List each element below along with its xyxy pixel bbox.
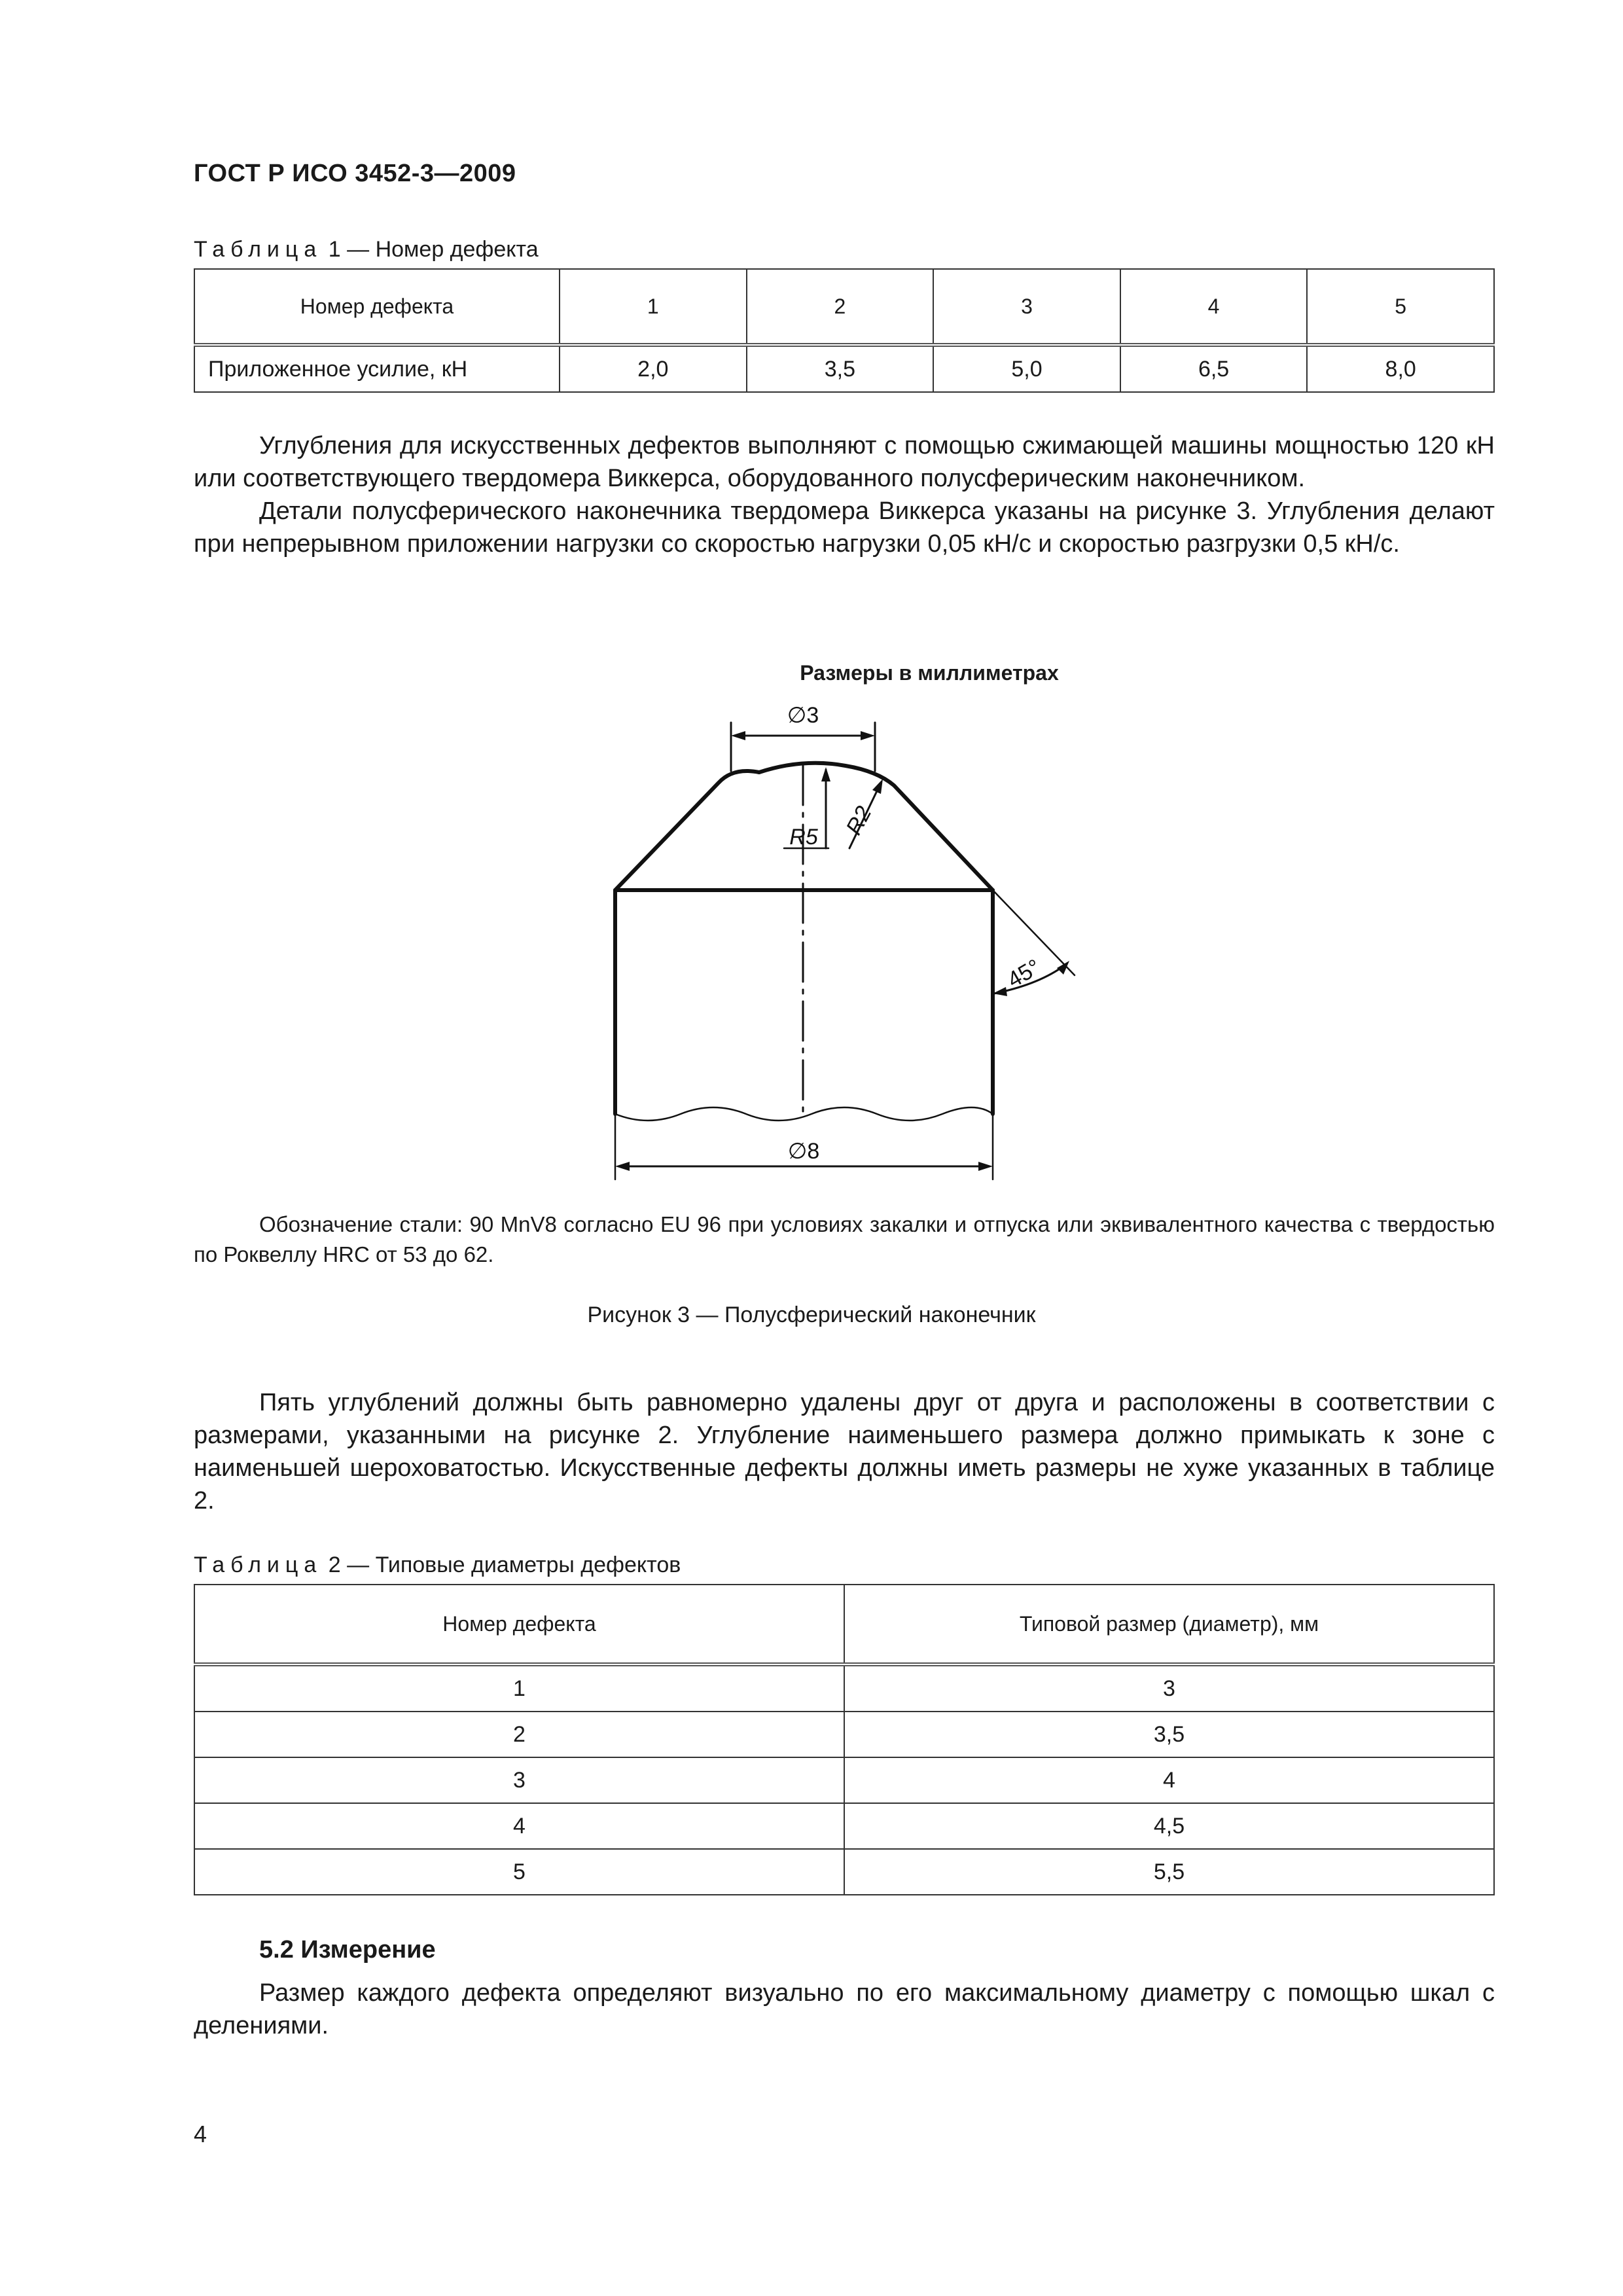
bottom-diameter-label: ∅8 — [787, 1139, 820, 1164]
table-cell: 6,5 — [1120, 345, 1308, 392]
figure-caption: Рисунок 3 — Полусферический наконечник — [587, 1302, 1036, 1327]
table1-caption-title: 1 — Номер дефекта — [328, 237, 539, 262]
paragraph: Углубления для искусственных дефектов выполняют с помощью сжимающей машины мощностью 120 кН или соответствующего твердомера Виккерса, оборудованного полусферическим наконечником. — [194, 432, 1495, 492]
angle-label: 45° — [1003, 954, 1045, 993]
table-cell: 1 — [194, 1664, 844, 1712]
table-cell: 2 — [194, 1712, 844, 1757]
table-cell: 4,5 — [844, 1803, 1494, 1849]
figure-note: Обозначение стали: 90 MnV8 согласно EU 96 при условиях закалки и отпуска или эквивалентного качества с твердостью по Роквеллу HRC от 53 до 62. — [194, 1212, 1495, 1266]
table-cell: 3 — [194, 1757, 844, 1803]
table-cell: 3,5 — [747, 345, 934, 392]
table2-caption-title: 2 — Типовые диаметры дефектов — [328, 1552, 681, 1577]
table-header-cell: 2 — [747, 269, 934, 345]
radius-r2-label: R2 — [841, 802, 877, 839]
section-heading: 5.2 Измерение — [259, 1936, 436, 1964]
body-text-middle — [194, 1386, 1495, 1517]
table-cell: 5,5 — [844, 1849, 1494, 1895]
table2-caption-word: Таблица — [194, 1552, 323, 1577]
table-header-cell: 3 — [933, 269, 1120, 345]
table-cell: 4 — [194, 1803, 844, 1849]
top-diameter-label: ∅3 — [787, 703, 819, 728]
defect-diameter-table — [194, 1584, 1495, 1895]
table-cell: 3 — [844, 1664, 1494, 1712]
table-row — [194, 1757, 1494, 1803]
table-row — [194, 1849, 1494, 1895]
table1-caption-word: Таблица — [194, 237, 323, 262]
table-cell: 2,0 — [560, 345, 747, 392]
section-text — [194, 1977, 1495, 2042]
table-row — [194, 1712, 1494, 1757]
table-cell: 8,0 — [1307, 345, 1494, 392]
table-cell: 4 — [844, 1757, 1494, 1803]
table-row — [194, 1803, 1494, 1849]
document-header: ГОСТ Р ИСО 3452-3—2009 — [194, 160, 516, 187]
table2-caption — [194, 1552, 681, 1578]
table-header-cell: Номер дефекта — [194, 269, 560, 345]
paragraph: Размер каждого дефекта определяют визуально по его максимальному диаметру с помощью шкал с делениями. — [194, 1979, 1495, 2039]
table-cell: 5,0 — [933, 345, 1120, 392]
table-row — [194, 1664, 1494, 1712]
table-cell: 5 — [194, 1849, 844, 1895]
table-header-cell: Типовой размер (диаметр), мм — [844, 1585, 1494, 1664]
paragraph: Пять углублений должны быть равномерно удалены друг от друга и расположены в соответствии с размерами, указанными на рисунке 2. Углубление наименьшего размера должно примыкать к зоне с наименьшей шероховатостью. Искусственные дефекты должны иметь размеры не хуже указанных в таблице 2. — [194, 1389, 1495, 1515]
table-row — [194, 1585, 1494, 1664]
figure-dimensions-note: Размеры в миллиметрах — [800, 661, 1059, 685]
table-cell: 3,5 — [844, 1712, 1494, 1757]
table-header-cell: 4 — [1120, 269, 1308, 345]
page-number: 4 — [194, 2121, 207, 2147]
table-header-cell: Номер дефекта — [194, 1585, 844, 1664]
table-header-cell: 5 — [1307, 269, 1494, 345]
radius-r5-label: R5 — [789, 825, 818, 850]
table-header-cell: 1 — [560, 269, 747, 345]
paragraph: Детали полусферического наконечника твердомера Виккерса указаны на рисунке 3. Углубления делают при непрерывном приложении нагрузки со скоростью нагрузки 0,05 кН/с и скоростью разгрузки 0,5 кН/с. — [194, 497, 1495, 558]
table-cell: Приложенное усилие, кН — [194, 345, 560, 392]
